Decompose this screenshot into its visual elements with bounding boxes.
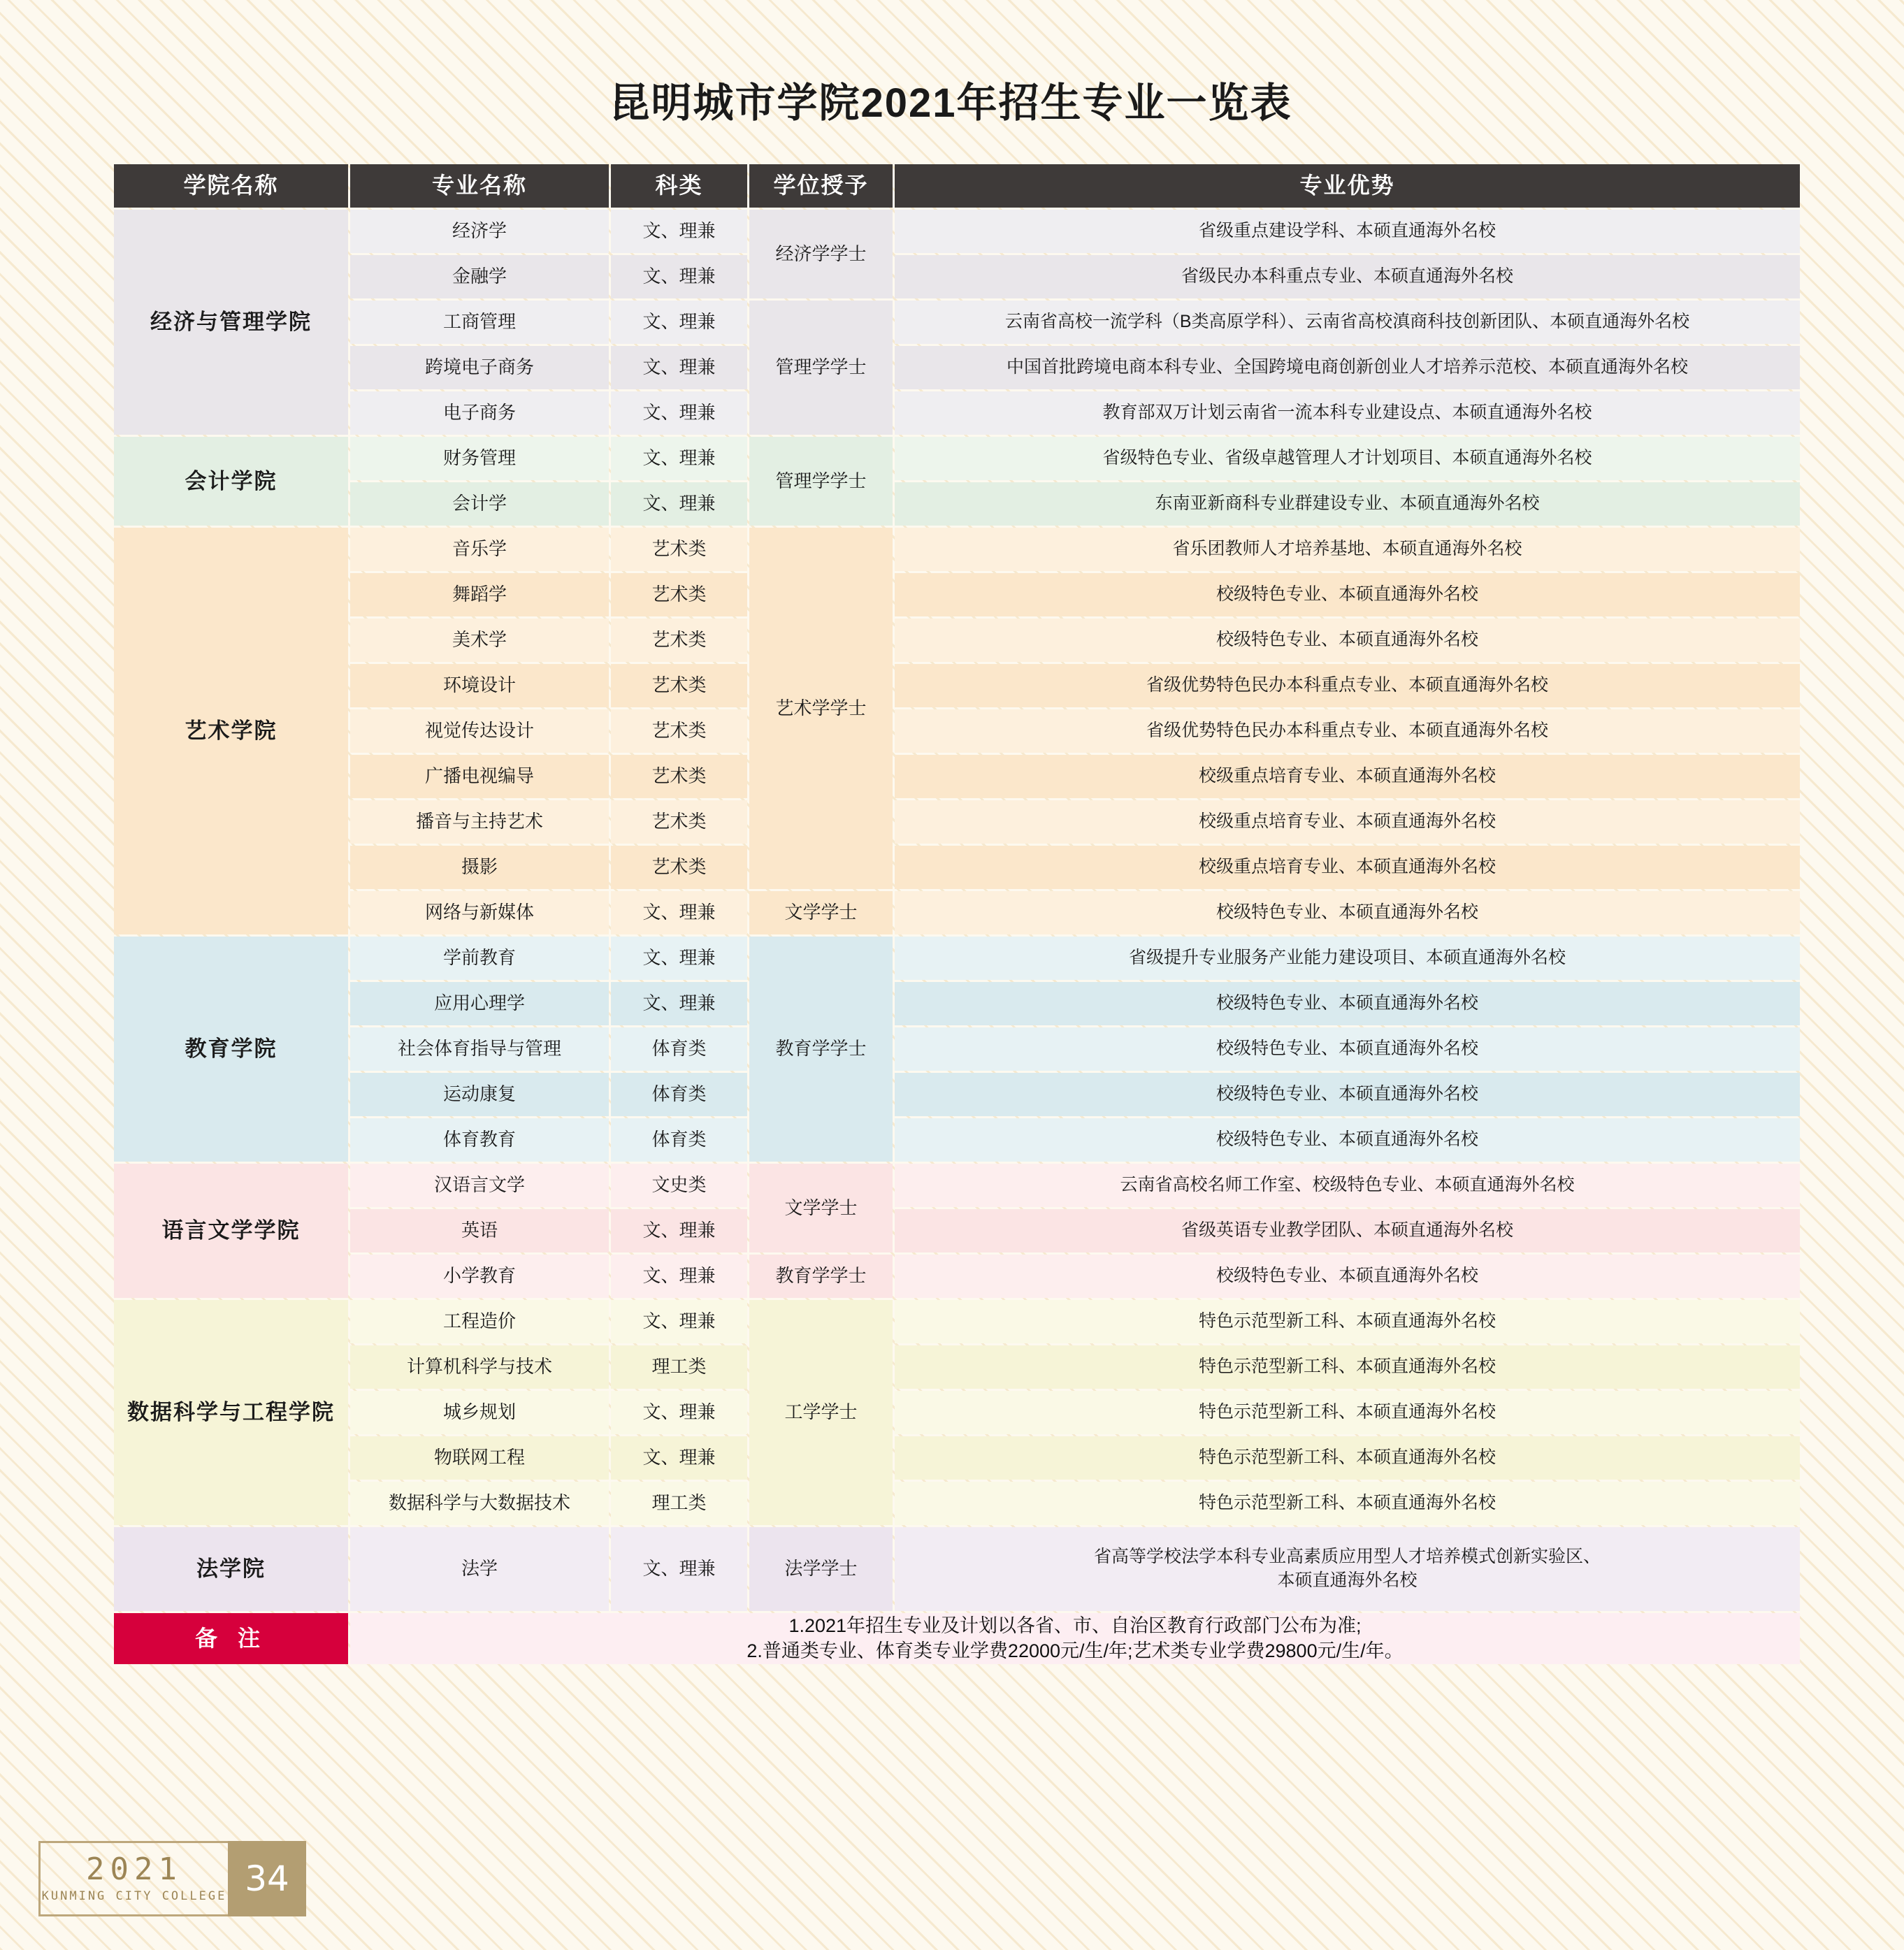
advantage-cell: 省高等学校法学本科专业高素质应用型人才培养模式创新实验区、 本硕直通海外名校 bbox=[895, 1527, 1800, 1611]
college-name-cell: 法学院 bbox=[114, 1527, 348, 1611]
page-footer bbox=[38, 1841, 306, 1916]
category-cell: 艺术类 bbox=[611, 846, 747, 889]
table-row bbox=[114, 1255, 1800, 1298]
table-row bbox=[114, 891, 1800, 934]
advantage-cell: 特色示范型新工科、本硕直通海外名校 bbox=[895, 1482, 1800, 1525]
table-row bbox=[114, 210, 1800, 253]
table-row bbox=[114, 346, 1800, 389]
advantage-cell: 省级优势特色民办本科重点专业、本硕直通海外名校 bbox=[895, 709, 1800, 753]
major-name-cell: 环境设计 bbox=[350, 664, 609, 707]
table-row bbox=[114, 255, 1800, 298]
advantage-cell: 省级提升专业服务产业能力建设项目、本硕直通海外名校 bbox=[895, 937, 1800, 980]
advantage-cell: 校级重点培育专业、本硕直通海外名校 bbox=[895, 755, 1800, 798]
advantage-cell: 省级民办本科重点专业、本硕直通海外名校 bbox=[895, 255, 1800, 298]
category-cell: 文、理兼 bbox=[611, 1255, 747, 1298]
degree-cell: 管理学学士 bbox=[749, 437, 893, 526]
category-cell: 文、理兼 bbox=[611, 210, 747, 253]
category-cell: 文、理兼 bbox=[611, 1436, 747, 1480]
category-cell: 体育类 bbox=[611, 1027, 747, 1071]
major-name-cell: 音乐学 bbox=[350, 528, 609, 571]
college-name-cell: 艺术学院 bbox=[114, 528, 348, 934]
note-row bbox=[114, 1613, 1800, 1664]
advantage-cell: 特色示范型新工科、本硕直通海外名校 bbox=[895, 1300, 1800, 1343]
table-row bbox=[114, 937, 1800, 980]
header-degree: 学位授予 bbox=[749, 164, 893, 208]
major-name-cell: 财务管理 bbox=[350, 437, 609, 480]
advantage-cell: 省级重点建设学科、本硕直通海外名校 bbox=[895, 210, 1800, 253]
category-cell: 艺术类 bbox=[611, 573, 747, 616]
category-cell: 理工类 bbox=[611, 1345, 747, 1389]
table-row bbox=[114, 1391, 1800, 1434]
category-cell: 文、理兼 bbox=[611, 437, 747, 480]
table-row bbox=[114, 664, 1800, 707]
advantage-cell: 省级优势特色民办本科重点专业、本硕直通海外名校 bbox=[895, 664, 1800, 707]
major-name-cell: 金融学 bbox=[350, 255, 609, 298]
degree-cell: 文学学士 bbox=[749, 891, 893, 934]
table-row bbox=[114, 1482, 1800, 1525]
advantage-cell: 校级特色专业、本硕直通海外名校 bbox=[895, 1118, 1800, 1162]
major-name-cell: 工商管理 bbox=[350, 301, 609, 344]
category-cell: 体育类 bbox=[611, 1118, 747, 1162]
advantage-cell: 省级特色专业、省级卓越管理人才计划项目、本硕直通海外名校 bbox=[895, 437, 1800, 480]
footer-school-en: KUNMING CITY COLLEGE bbox=[41, 1889, 227, 1903]
majors-table bbox=[112, 162, 1802, 1666]
table-row bbox=[114, 1164, 1800, 1207]
major-name-cell: 视觉传达设计 bbox=[350, 709, 609, 753]
degree-cell: 教育学学士 bbox=[749, 1255, 893, 1298]
table-body bbox=[114, 210, 1800, 1611]
advantage-cell: 校级重点培育专业、本硕直通海外名校 bbox=[895, 800, 1800, 844]
major-name-cell: 广播电视编导 bbox=[350, 755, 609, 798]
table-row bbox=[114, 437, 1800, 480]
major-name-cell: 小学教育 bbox=[350, 1255, 609, 1298]
major-name-cell: 英语 bbox=[350, 1209, 609, 1252]
table-row bbox=[114, 709, 1800, 753]
category-cell: 艺术类 bbox=[611, 709, 747, 753]
advantage-cell: 校级特色专业、本硕直通海外名校 bbox=[895, 1027, 1800, 1071]
advantage-cell: 校级特色专业、本硕直通海外名校 bbox=[895, 619, 1800, 662]
major-name-cell: 汉语言文学 bbox=[350, 1164, 609, 1207]
major-name-cell: 应用心理学 bbox=[350, 982, 609, 1025]
degree-cell: 法学学士 bbox=[749, 1527, 893, 1611]
table-header-row bbox=[114, 164, 1800, 208]
major-name-cell: 物联网工程 bbox=[350, 1436, 609, 1480]
major-name-cell: 会计学 bbox=[350, 482, 609, 526]
category-cell: 艺术类 bbox=[611, 755, 747, 798]
table-row bbox=[114, 1527, 1800, 1611]
category-cell: 文、理兼 bbox=[611, 346, 747, 389]
table-row bbox=[114, 619, 1800, 662]
college-name-cell: 数据科学与工程学院 bbox=[114, 1300, 348, 1525]
major-name-cell: 体育教育 bbox=[350, 1118, 609, 1162]
category-cell: 文、理兼 bbox=[611, 1391, 747, 1434]
category-cell: 文、理兼 bbox=[611, 482, 747, 526]
category-cell: 艺术类 bbox=[611, 528, 747, 571]
header-advantage: 专业优势 bbox=[895, 164, 1800, 208]
advantage-cell: 云南省高校名师工作室、校级特色专业、本硕直通海外名校 bbox=[895, 1164, 1800, 1207]
major-name-cell: 工程造价 bbox=[350, 1300, 609, 1343]
category-cell: 文、理兼 bbox=[611, 982, 747, 1025]
major-name-cell: 法学 bbox=[350, 1527, 609, 1611]
table-row bbox=[114, 1345, 1800, 1389]
advantage-cell: 校级特色专业、本硕直通海外名校 bbox=[895, 891, 1800, 934]
header-major: 专业名称 bbox=[350, 164, 609, 208]
college-name-cell: 会计学院 bbox=[114, 437, 348, 526]
table-row bbox=[114, 528, 1800, 571]
advantage-cell: 东南亚新商科专业群建设专业、本硕直通海外名校 bbox=[895, 482, 1800, 526]
degree-cell: 工学学士 bbox=[749, 1300, 893, 1525]
advantage-cell: 省乐团教师人才培养基地、本硕直通海外名校 bbox=[895, 528, 1800, 571]
category-cell: 艺术类 bbox=[611, 619, 747, 662]
note-line-2: 2.普通类专业、体育类专业学费22000元/生/年;艺术类专业学费29800元/生/年。 bbox=[747, 1640, 1404, 1662]
table-row bbox=[114, 1436, 1800, 1480]
table-row bbox=[114, 982, 1800, 1025]
college-name-cell: 语言文学学院 bbox=[114, 1164, 348, 1298]
category-cell: 文、理兼 bbox=[611, 301, 747, 344]
major-name-cell: 学前教育 bbox=[350, 937, 609, 980]
college-name-cell: 教育学院 bbox=[114, 937, 348, 1162]
note-body bbox=[350, 1613, 1800, 1664]
college-name-cell: 经济与管理学院 bbox=[114, 210, 348, 435]
advantage-cell: 校级特色专业、本硕直通海外名校 bbox=[895, 1255, 1800, 1298]
footer-year: 2021 bbox=[86, 1851, 182, 1887]
degree-cell: 经济学学士 bbox=[749, 210, 893, 298]
note-label: 备 注 bbox=[114, 1613, 348, 1664]
table-row bbox=[114, 573, 1800, 616]
category-cell: 体育类 bbox=[611, 1073, 747, 1116]
header-category: 科类 bbox=[611, 164, 747, 208]
page-number: 34 bbox=[228, 1841, 306, 1916]
page-title: 昆明城市学院2021年招生专业一览表 bbox=[609, 80, 1292, 126]
major-name-cell: 美术学 bbox=[350, 619, 609, 662]
major-name-cell: 运动康复 bbox=[350, 1073, 609, 1116]
category-cell: 艺术类 bbox=[611, 664, 747, 707]
advantage-cell: 教育部双万计划云南省一流本科专业建设点、本硕直通海外名校 bbox=[895, 391, 1800, 435]
table-row bbox=[114, 391, 1800, 435]
major-name-cell: 数据科学与大数据技术 bbox=[350, 1482, 609, 1525]
major-name-cell: 跨境电子商务 bbox=[350, 346, 609, 389]
footer-brand bbox=[38, 1841, 228, 1916]
table-row bbox=[114, 800, 1800, 844]
degree-cell: 艺术学学士 bbox=[749, 528, 893, 889]
note-line-1: 1.2021年招生专业及计划以各省、市、自治区教育行政部门公布为准; bbox=[788, 1615, 1362, 1636]
major-name-cell: 摄影 bbox=[350, 846, 609, 889]
table-row bbox=[114, 1300, 1800, 1343]
table-row bbox=[114, 301, 1800, 344]
category-cell: 文、理兼 bbox=[611, 891, 747, 934]
advantage-cell: 校级特色专业、本硕直通海外名校 bbox=[895, 573, 1800, 616]
major-name-cell: 电子商务 bbox=[350, 391, 609, 435]
major-name-cell: 计算机科学与技术 bbox=[350, 1345, 609, 1389]
category-cell: 文、理兼 bbox=[611, 937, 747, 980]
category-cell: 理工类 bbox=[611, 1482, 747, 1525]
advantage-cell: 特色示范型新工科、本硕直通海外名校 bbox=[895, 1436, 1800, 1480]
table-row bbox=[114, 755, 1800, 798]
table-row bbox=[114, 1027, 1800, 1071]
table-row bbox=[114, 1209, 1800, 1252]
category-cell: 文、理兼 bbox=[611, 1209, 747, 1252]
advantage-cell: 省级英语专业教学团队、本硕直通海外名校 bbox=[895, 1209, 1800, 1252]
category-cell: 文、理兼 bbox=[611, 1527, 747, 1611]
major-name-cell: 经济学 bbox=[350, 210, 609, 253]
major-name-cell: 社会体育指导与管理 bbox=[350, 1027, 609, 1071]
category-cell: 文、理兼 bbox=[611, 1300, 747, 1343]
major-name-cell: 网络与新媒体 bbox=[350, 891, 609, 934]
document-content bbox=[112, 70, 1789, 1666]
major-name-cell: 舞蹈学 bbox=[350, 573, 609, 616]
table-row bbox=[114, 1073, 1800, 1116]
major-name-cell: 播音与主持艺术 bbox=[350, 800, 609, 844]
table-row bbox=[114, 482, 1800, 526]
degree-cell: 管理学学士 bbox=[749, 301, 893, 435]
advantage-cell: 校级重点培育专业、本硕直通海外名校 bbox=[895, 846, 1800, 889]
degree-cell: 教育学学士 bbox=[749, 937, 893, 1162]
header-college: 学院名称 bbox=[114, 164, 348, 208]
category-cell: 艺术类 bbox=[611, 800, 747, 844]
advantage-cell: 特色示范型新工科、本硕直通海外名校 bbox=[895, 1345, 1800, 1389]
advantage-cell: 云南省高校一流学科（B类高原学科）、云南省高校滇商科技创新团队、本硕直通海外名校 bbox=[895, 301, 1800, 344]
advantage-cell: 特色示范型新工科、本硕直通海外名校 bbox=[895, 1391, 1800, 1434]
category-cell: 文、理兼 bbox=[611, 391, 747, 435]
table-row bbox=[114, 1118, 1800, 1162]
advantage-cell: 校级特色专业、本硕直通海外名校 bbox=[895, 982, 1800, 1025]
major-name-cell: 城乡规划 bbox=[350, 1391, 609, 1434]
table-row bbox=[114, 846, 1800, 889]
degree-cell: 文学学士 bbox=[749, 1164, 893, 1252]
advantage-cell: 中国首批跨境电商本科专业、全国跨境电商创新创业人才培养示范校、本硕直通海外名校 bbox=[895, 346, 1800, 389]
advantage-cell: 校级特色专业、本硕直通海外名校 bbox=[895, 1073, 1800, 1116]
category-cell: 文、理兼 bbox=[611, 255, 747, 298]
category-cell: 文史类 bbox=[611, 1164, 747, 1207]
